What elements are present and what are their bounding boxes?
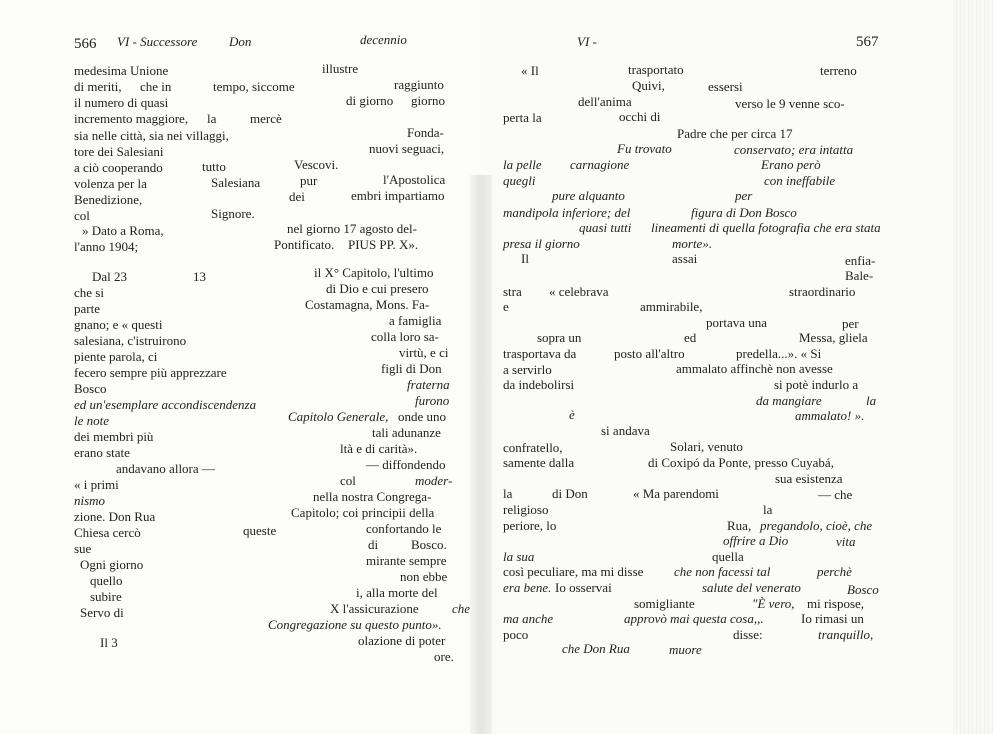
- text-line: che: [452, 601, 471, 616]
- left-head-word: Don: [229, 34, 252, 49]
- text-line: l'Apostolica: [383, 172, 446, 187]
- text-line: era bene.: [503, 580, 552, 595]
- right-running-head: VI -: [577, 34, 597, 49]
- text-line: Il: [521, 251, 529, 266]
- text-line: disse:: [733, 627, 763, 642]
- text-line: muore: [669, 642, 702, 657]
- text-line: nuovi seguaci,: [369, 141, 445, 156]
- text-line: olazione di poter: [358, 633, 446, 648]
- text-line: volenza per la: [74, 176, 147, 191]
- text-line: si andava: [601, 423, 650, 438]
- text-line: ltà e di carità».: [340, 441, 418, 456]
- text-line: è: [569, 407, 575, 422]
- text-line: per: [842, 316, 859, 331]
- text-line: lineamenti di quella fotografia che era stata: [651, 220, 881, 235]
- text-line: la: [763, 502, 773, 517]
- text-line: carnagione: [570, 157, 630, 172]
- text-line: perchè: [817, 564, 852, 579]
- text-line: per: [735, 188, 753, 203]
- text-line: presa il giorno: [503, 236, 580, 251]
- text-line: » Dato a Roma,: [82, 223, 164, 238]
- text-line: sue: [74, 541, 92, 556]
- text-line: col: [74, 208, 90, 223]
- left-page-number: 566: [74, 36, 97, 52]
- text-line: « Ma parendomi: [633, 486, 719, 501]
- text-line: la: [207, 111, 217, 126]
- text-line: « i primi: [74, 477, 119, 492]
- text-line: sua esistenza: [775, 471, 843, 486]
- text-line: mandipola inferiore; del: [503, 205, 631, 220]
- text-line: giorno: [411, 93, 445, 108]
- text-line: tore dei Salesiani: [74, 144, 164, 159]
- text-line: il X° Capitolo, l'ultimo: [314, 265, 434, 280]
- text-line: e: [503, 299, 509, 314]
- text-line: la: [866, 393, 877, 408]
- text-line: Bosco: [847, 582, 879, 597]
- text-line: occhi di: [619, 109, 661, 124]
- text-line: ore.: [434, 649, 454, 664]
- text-line: « celebrava: [549, 284, 609, 299]
- text-line: tempo, siccome: [213, 79, 295, 94]
- text-line: figli di Don: [381, 361, 442, 376]
- text-line: Bale-: [845, 268, 874, 283]
- text-line: Rua,: [727, 518, 752, 533]
- text-line: Fu trovato: [617, 141, 672, 156]
- text-line: nismo: [74, 493, 106, 508]
- text-line: subire: [90, 589, 122, 604]
- text-line: enfia-: [845, 253, 876, 268]
- text-line: salesiana, c'istruirono: [74, 333, 187, 348]
- text-line: quello: [90, 573, 123, 588]
- text-line: essersi: [708, 79, 743, 94]
- text-line: il numero di quasi: [74, 95, 169, 110]
- text-line: periore, lo: [503, 518, 557, 533]
- text-line: a servirlo: [503, 362, 552, 377]
- text-line: trasportato: [628, 62, 684, 77]
- text-line: tutto: [202, 159, 226, 174]
- text-line: illustre: [322, 61, 359, 76]
- text-line: sia nelle città, sia nei villaggi,: [74, 128, 229, 143]
- text-line: morte».: [672, 236, 713, 251]
- text-line: 13: [193, 269, 206, 284]
- text-line: pur: [300, 173, 318, 188]
- text-line: Solari, venuto: [670, 439, 743, 454]
- text-line: confortando le: [366, 521, 442, 536]
- text-line: Ogni giorno: [80, 557, 144, 572]
- text-line: da mangiare: [756, 393, 822, 408]
- text-line: raggiunto: [394, 77, 444, 92]
- text-line: assai: [672, 251, 698, 266]
- text-line: Bosco: [74, 381, 107, 396]
- text-line: — che: [818, 487, 853, 502]
- text-line: Fonda-: [407, 125, 444, 140]
- text-line: offrire a Dio: [723, 533, 789, 548]
- text-line: Bosco.: [411, 537, 447, 552]
- text-line: perta la: [503, 110, 542, 125]
- text-line: conservato; era intatta: [734, 142, 854, 157]
- left-running-head: VI - Successore: [117, 34, 198, 49]
- text-line: terreno: [820, 63, 857, 78]
- text-line: a ciò cooperando: [74, 160, 163, 175]
- text-line: fraterna: [407, 377, 450, 392]
- text-line: moder-: [415, 473, 453, 488]
- text-line: di meriti,: [74, 79, 122, 94]
- text-line: Signore.: [211, 206, 255, 221]
- text-line: che in: [140, 79, 172, 94]
- text-line: medesima Unione: [74, 63, 169, 78]
- book-gutter: [470, 175, 492, 734]
- text-line: X l'assicurazione: [330, 601, 419, 616]
- text-line: non ebbe: [400, 569, 448, 584]
- text-line: erano state: [74, 445, 130, 460]
- text-line: Io osservai: [555, 580, 612, 595]
- text-line: che non facessi tal: [674, 564, 771, 579]
- text-line: predella...». « Si: [736, 346, 822, 361]
- text-line: ed un'esemplare accondiscendenza: [74, 397, 257, 412]
- text-line: religioso: [503, 502, 549, 517]
- text-line: Il 3: [100, 635, 118, 650]
- text-line: ma anche: [503, 611, 554, 626]
- text-line: confratello,: [503, 440, 563, 455]
- text-line: Capitolo Generale,: [288, 409, 389, 424]
- text-line: PIUS PP. X».: [348, 237, 419, 252]
- text-line: posto all'altro: [614, 346, 685, 361]
- text-line: portava una: [706, 315, 768, 330]
- text-line: "È vero,: [752, 596, 795, 611]
- text-line: « Il: [521, 63, 539, 78]
- text-line: Vescovi.: [294, 157, 339, 172]
- left-head-decade: decennio: [360, 32, 407, 47]
- text-line: a famiglia: [389, 313, 442, 328]
- text-line: col: [340, 473, 356, 488]
- text-line: tali adunanze: [372, 425, 441, 440]
- text-line: ammalato affinchè non avesse: [676, 361, 833, 376]
- text-line: salute del venerato: [702, 580, 801, 595]
- text-line: quella: [712, 549, 744, 564]
- text-line: la pelle: [503, 157, 542, 172]
- text-line: mercè: [250, 111, 282, 126]
- text-line: Congregazione su questo punto».: [268, 617, 442, 632]
- text-line: Dal 23: [92, 269, 128, 284]
- text-line: si potè indurlo a: [774, 377, 859, 392]
- text-line: virtù, e ci: [399, 345, 449, 360]
- text-line: dei membri più: [74, 429, 154, 444]
- text-line: l'anno 1904;: [74, 239, 139, 254]
- text-line: la sua: [503, 549, 535, 564]
- right-page-number: 567: [856, 34, 879, 50]
- text-line: così peculiare, ma mi disse: [503, 564, 644, 579]
- text-line: stra: [503, 284, 522, 299]
- text-line: ammalato! ».: [795, 408, 865, 423]
- text-line: nel giorno 17 agosto del-: [287, 221, 417, 236]
- text-line: di Don: [552, 486, 588, 501]
- text-line: la: [503, 486, 513, 501]
- text-line: — diffondendo: [366, 457, 446, 472]
- text-line: Erano però: [761, 157, 821, 172]
- text-line: che Don Rua: [562, 641, 630, 656]
- text-line: pure alquanto: [552, 188, 625, 203]
- text-line: Salesiana: [211, 175, 261, 190]
- text-line: quasi tutti: [579, 220, 632, 235]
- text-line: Costamagna, Mons. Fa-: [305, 297, 430, 312]
- text-line: di Dio e cui presero: [326, 281, 429, 296]
- text-line: vita: [836, 534, 856, 549]
- text-line: verso le 9 venne sco-: [735, 96, 845, 111]
- text-line: con ineffabile: [764, 173, 836, 188]
- text-line: embri impartiamo: [351, 188, 445, 203]
- text-line: di: [368, 537, 379, 552]
- text-line: da indebolirsi: [503, 377, 575, 392]
- text-line: dei: [289, 189, 305, 204]
- text-line: Servo di: [80, 605, 124, 620]
- text-line: dell'anima: [578, 94, 632, 109]
- text-line: Chiesa cercò: [74, 525, 141, 540]
- text-line: piente parola, ci: [74, 349, 158, 364]
- text-line: colla loro sa-: [371, 329, 439, 344]
- text-line: nella nostra Congrega-: [313, 489, 432, 504]
- text-line: samente dalla: [503, 455, 575, 470]
- text-line: fecero sempre più apprezzare: [74, 365, 227, 380]
- text-line: somigliante: [634, 596, 695, 611]
- text-line: Quivi,: [632, 78, 665, 93]
- text-line: parte: [74, 301, 100, 316]
- text-line: Pontificato.: [274, 237, 335, 252]
- text-line: mi rispose,: [807, 596, 865, 611]
- text-line: sopra un: [537, 330, 582, 345]
- text-line: pregandolo, cioè, che: [760, 518, 873, 533]
- page-edge: [953, 0, 993, 734]
- text-line: furono: [415, 393, 450, 408]
- text-line: di Coxipó da Ponte, presso Cuyabá,: [648, 455, 834, 470]
- text-line: Padre che per circa 17: [677, 126, 793, 141]
- text-line: Messa, gliela: [799, 330, 868, 345]
- text-line: approvò mai questa cosa,,.: [624, 611, 764, 626]
- text-line: andavano allora —: [116, 461, 215, 476]
- text-line: di giorno: [346, 93, 394, 108]
- text-line: gnano; e « questi: [74, 317, 163, 332]
- text-line: poco: [503, 627, 529, 642]
- text-line: tranquillo,: [818, 627, 874, 642]
- text-line: incremento maggiore,: [74, 111, 189, 126]
- text-line: Io rimasi un: [801, 611, 864, 626]
- text-line: onde uno: [398, 409, 447, 424]
- text-line: figura di Don Bosco: [691, 205, 797, 220]
- text-line: Capitolo; coi principii della: [291, 505, 435, 520]
- text-line: queste: [243, 523, 277, 538]
- text-line: straordinario: [789, 284, 856, 299]
- text-line: mirante sempre: [366, 553, 447, 568]
- text-line: quegli: [503, 173, 536, 188]
- text-line: ed: [684, 330, 697, 345]
- text-line: Benedizione,: [74, 192, 143, 207]
- text-line: che si: [74, 285, 104, 300]
- text-line: le note: [74, 413, 110, 428]
- text-line: i, alla morte del: [356, 585, 438, 600]
- text-line: zione. Don Rua: [74, 509, 156, 524]
- text-line: trasportava da: [503, 346, 577, 361]
- text-line: ammirabile,: [640, 299, 703, 314]
